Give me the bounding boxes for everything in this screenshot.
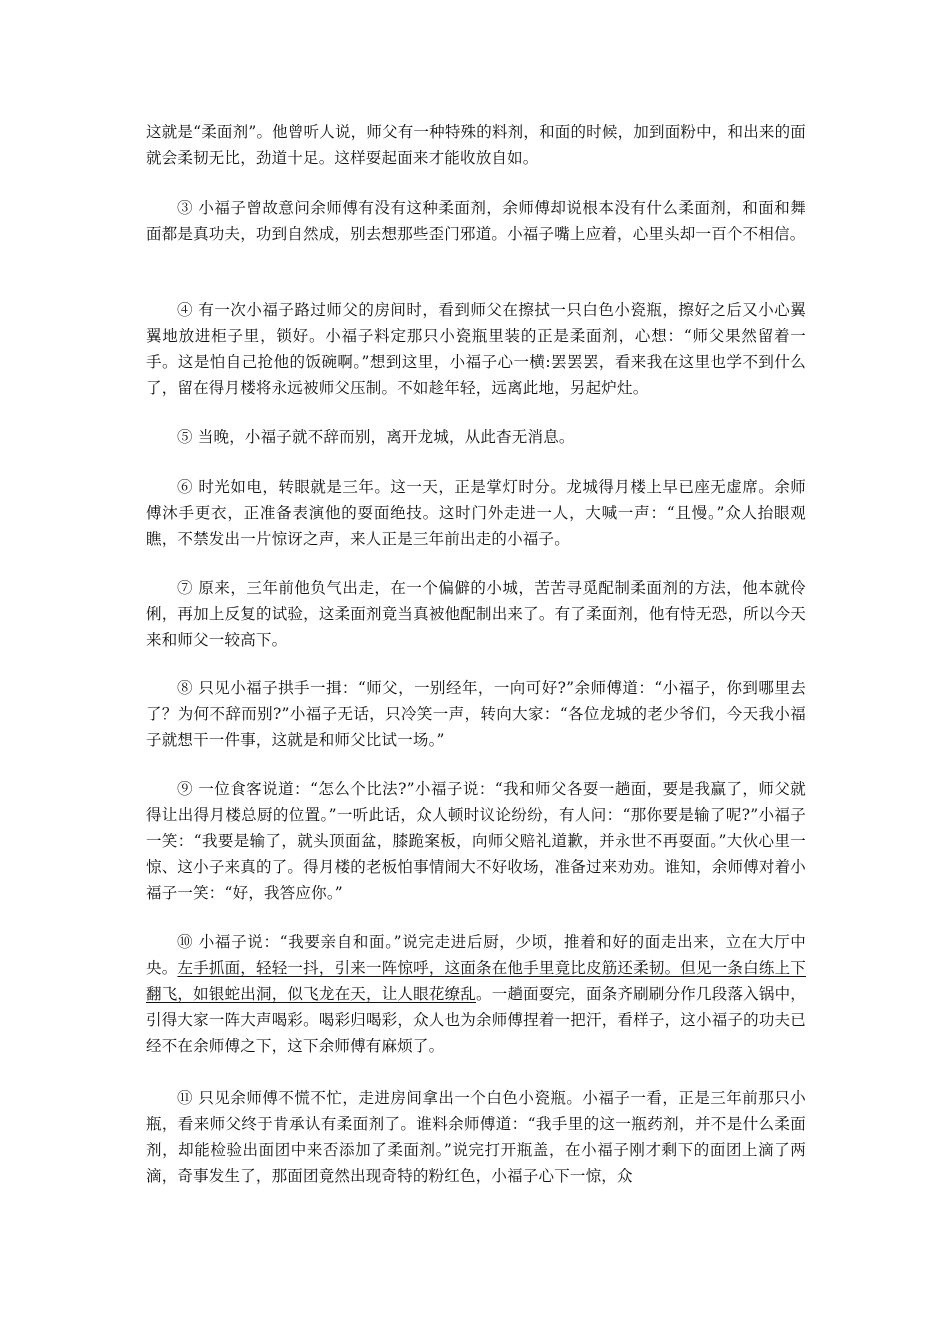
paragraph-10 — [146, 929, 806, 1059]
paragraph-10-after: 。一趟面耍完，面条齐刷刷分作几段落入锅中，引得大家一阵大声喝彩。喝彩归喝彩，众人也为余师傅捏着一把汗，看样子，这小福子的功夫已经不在余师傅之下，这下余师傅有麻烦了。 — [146, 985, 807, 1055]
paragraph-continued: 这就是“柔面剂”。他曾听人说，师父有一种特殊的料剂，和面的时候，加到面粉中，和出来的面就会柔韧无比，劲道十足。这样耍起面来才能收放自如。 — [146, 123, 806, 167]
paragraph-3: ③ 小福子曾故意问余师傅有没有这种柔面剂，余师傅却说根本没有什么柔面剂，和面和舞面都是真功夫，功到自然成，别去想那些歪门邪道。小福子嘴上应着，心里头却一百个不相信。 — [146, 199, 806, 243]
paragraph-5: ⑤ 当晚，小福子就不辞而别，离开龙城，从此杳无消息。 — [177, 428, 575, 446]
paragraph-7: ⑦ 原来，三年前他负气出走，在一个偏僻的小城，苦苦寻觅配制柔面剂的方法，他本就伶俐，再加上反复的试验，这柔面剂竟当真被他配制出来了。有了柔面剂，他有恃无恐，所以今天来和师父一较高下。 — [146, 579, 806, 649]
paragraph-11: ⑪ 只见余师傅不慌不忙，走进房间拿出一个白色小瓷瓶。小福子一看，正是三年前那只小瓶，看来师父终于肯承认有柔面剂了。谁料余师傅道：“我手里的这一瓶药剂，并不是什么柔面剂，却能检验出面团中来否添加了柔面剂。”说完打开瓶盖，在小福子刚才剩下的面团上滴了两滴，奇事发生了，那面团竟然出现奇特的粉红色，小福子心下一惊，众 — [146, 1089, 806, 1185]
paragraph-4: ④ 有一次小福子路过师父的房间时，看到师父在擦拭一只白色小瓷瓶，擦好之后又小心翼翼地放进柜子里，锁好。小福子料定那只小瓷瓶里装的正是柔面剂，心想：“师父果然留着一手。这是怕自己抢他的饭碗啊。”想到这里，小福子心一横:罢罢罢，看来我在这里也学不到什么了，留在得月楼将永远被师父压制。不如趁年轻，远离此地，另起炉灶。 — [146, 301, 806, 397]
paragraph-10-before: ⑩ 小福子说：“我要亲自和面。”说完走进后厨，少顷，推着和好的面走出来，立在大厅中央。 — [146, 933, 806, 977]
paragraph-6: ⑥ 时光如电，转眼就是三年。这一天，正是掌灯时分。龙城得月楼上早已座无虚席。余师傅沐手更衣，正准备表演他的耍面绝技。这时门外走进一人，大喊一声：“且慢。”众人抬眼观瞧，不禁发出一片惊讶之声，来人正是三年前出走的小福子。 — [146, 478, 806, 548]
paragraph-9: ⑨ 一位食客说道：“怎么个比法?”小福子说：“我和师父各耍一趟面，要是我赢了，师父就得让出得月楼总厨的位置。”一听此话，众人顿时议论纷纷，有人问：“那你要是输了呢?”小福子一笑：“我要是输了，就头顶面盆，膝跪案板，向师父赔礼道歉，并永世不再耍面。”大伙心里一惊、这小子来真的了。得月楼的老板怕事情闹大不好收场，准备过来劝劝。谁知，余师傅对着小福子一笑：“好，我答应你。” — [146, 780, 806, 902]
paragraph-8: ⑧ 只见小福子拱手一揖：“师父，一别经年，一向可好?”余师傅道：“小福子，你到哪里去了？为何不辞而别?”小福子无话，只冷笑一声，转向大家：“各位龙城的老少爷们，今天我小福子就想干一件事，这就是和师父比试一场。” — [146, 679, 806, 749]
underlined-passage: 左手抓面，轻轻一抖，引来一阵惊呼，这面条在他手里竟比皮筋还柔韧。但见一条白练上下翻飞，如银蛇出洞，似飞龙在天，让人眼花缭乱 — [146, 959, 806, 1003]
